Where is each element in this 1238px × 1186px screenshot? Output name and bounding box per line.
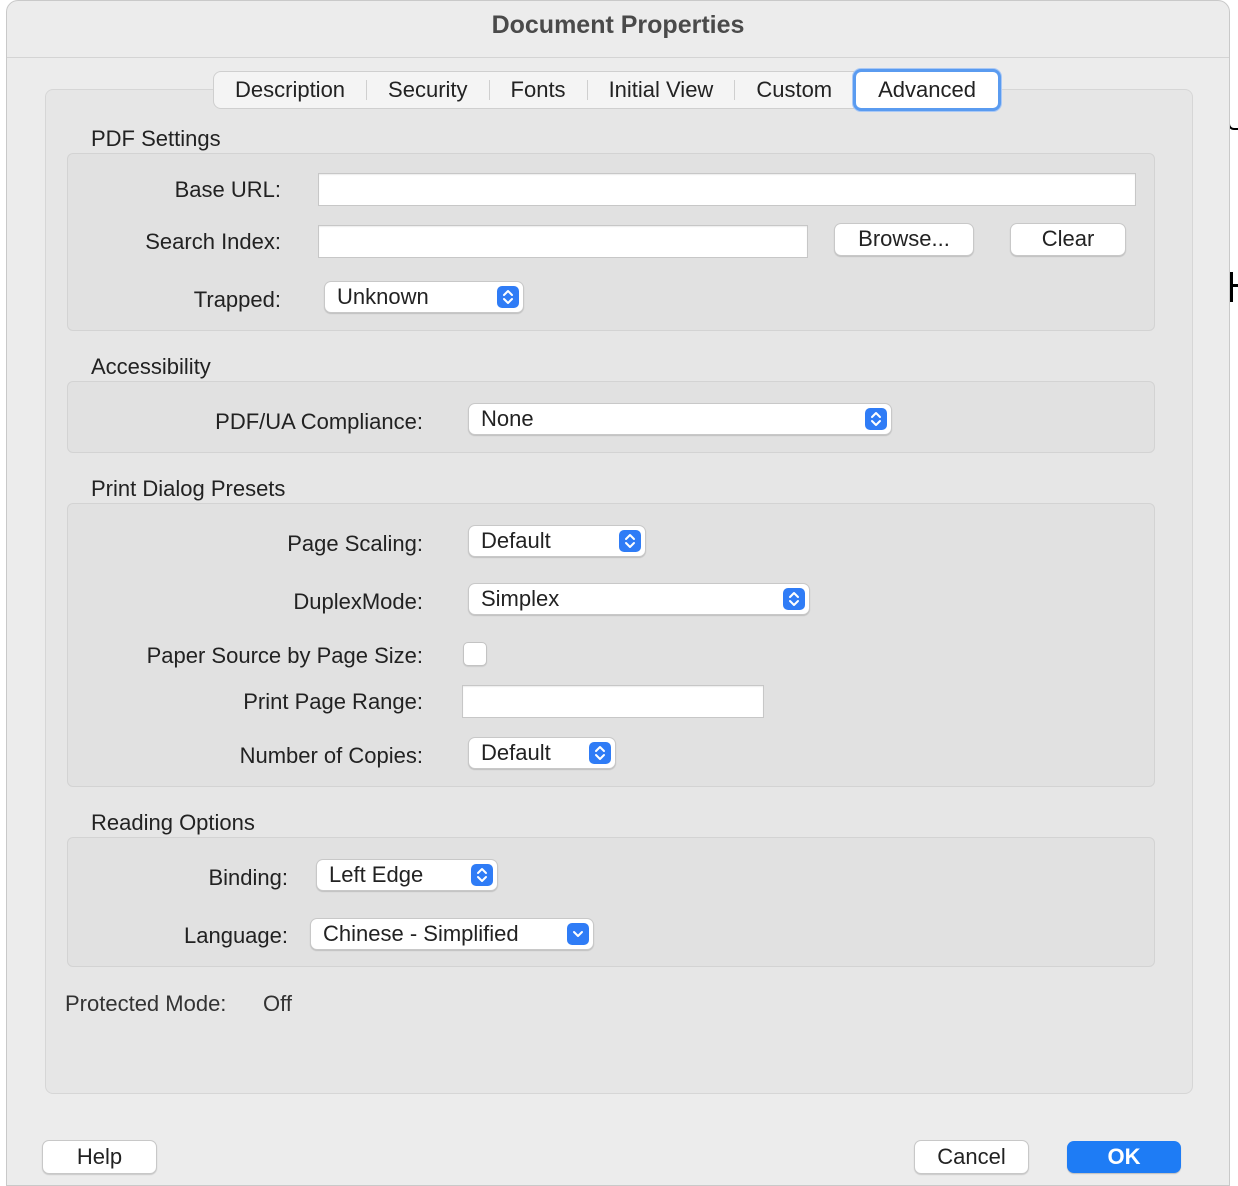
- ok-button[interactable]: OK: [1067, 1141, 1181, 1173]
- binding-value: Left Edge: [329, 862, 424, 887]
- tab-advanced[interactable]: Advanced: [853, 69, 1001, 111]
- tab-initial-view[interactable]: Initial View: [608, 77, 714, 102]
- search-index-label: Search Index:: [145, 229, 281, 254]
- paper-source-label: Paper Source by Page Size:: [146, 643, 423, 668]
- chevron-up-down-icon: [497, 286, 519, 308]
- pdfua-compliance-select[interactable]: [468, 403, 892, 435]
- cancel-button[interactable]: Cancel: [914, 1140, 1029, 1174]
- reading-options-heading: Reading Options: [91, 810, 255, 835]
- base-url-label: Base URL:: [174, 177, 281, 202]
- number-of-copies-label: Number of Copies:: [239, 743, 423, 768]
- pdfua-compliance-value: None: [481, 406, 534, 431]
- binding-label: Binding:: [208, 865, 288, 890]
- page-scaling-select[interactable]: [468, 525, 646, 557]
- protected-mode-value: Off: [263, 991, 292, 1016]
- number-of-copies-select[interactable]: [468, 737, 616, 769]
- trapped-label: Trapped:: [193, 287, 281, 312]
- pdf-settings-heading: PDF Settings: [91, 126, 221, 151]
- titlebar-divider: [7, 57, 1229, 58]
- dialog-title: Document Properties: [491, 11, 745, 39]
- browse-button[interactable]: Browse...: [834, 223, 974, 256]
- chevron-up-down-icon: [619, 530, 641, 552]
- base-url-field[interactable]: [318, 173, 1136, 206]
- trapped-value: Unknown: [337, 284, 429, 309]
- search-index-field[interactable]: [318, 225, 808, 258]
- tab-bar: [213, 71, 1000, 109]
- tab-custom[interactable]: Custom: [756, 77, 833, 102]
- pdfua-compliance-label: PDF/UA Compliance:: [215, 409, 423, 434]
- tab-security[interactable]: Security: [388, 77, 468, 102]
- chevron-up-down-icon: [865, 408, 887, 430]
- help-button[interactable]: Help: [42, 1140, 157, 1174]
- tab-fonts[interactable]: Fonts: [510, 77, 566, 102]
- document-properties-dialog: [6, 0, 1230, 1186]
- duplex-mode-select[interactable]: [468, 583, 810, 615]
- chevron-down-icon: [567, 923, 589, 945]
- binding-select[interactable]: [316, 859, 498, 891]
- paper-source-checkbox[interactable]: [463, 642, 487, 666]
- language-value: Chinese - Simplified: [323, 921, 519, 946]
- number-of-copies-value: Default: [481, 740, 551, 765]
- trapped-select[interactable]: [324, 281, 524, 313]
- page-scaling-value: Default: [481, 528, 551, 553]
- language-select[interactable]: [310, 918, 594, 950]
- tab-description[interactable]: Description: [235, 77, 346, 102]
- clear-button[interactable]: Clear: [1010, 223, 1126, 256]
- chevron-up-down-icon: [471, 864, 493, 886]
- print-page-range-label: Print Page Range:: [243, 689, 423, 714]
- duplex-mode-value: Simplex: [481, 586, 560, 611]
- language-label: Language:: [184, 923, 288, 948]
- print-presets-heading: Print Dialog Presets: [91, 476, 286, 501]
- duplex-mode-label: DuplexMode:: [293, 589, 423, 614]
- chevron-up-down-icon: [783, 588, 805, 610]
- accessibility-heading: Accessibility: [91, 354, 211, 379]
- page-scaling-label: Page Scaling:: [287, 531, 423, 556]
- print-page-range-field[interactable]: [462, 685, 764, 718]
- chevron-up-down-icon: [589, 742, 611, 764]
- protected-mode-label: Protected Mode:: [65, 991, 227, 1016]
